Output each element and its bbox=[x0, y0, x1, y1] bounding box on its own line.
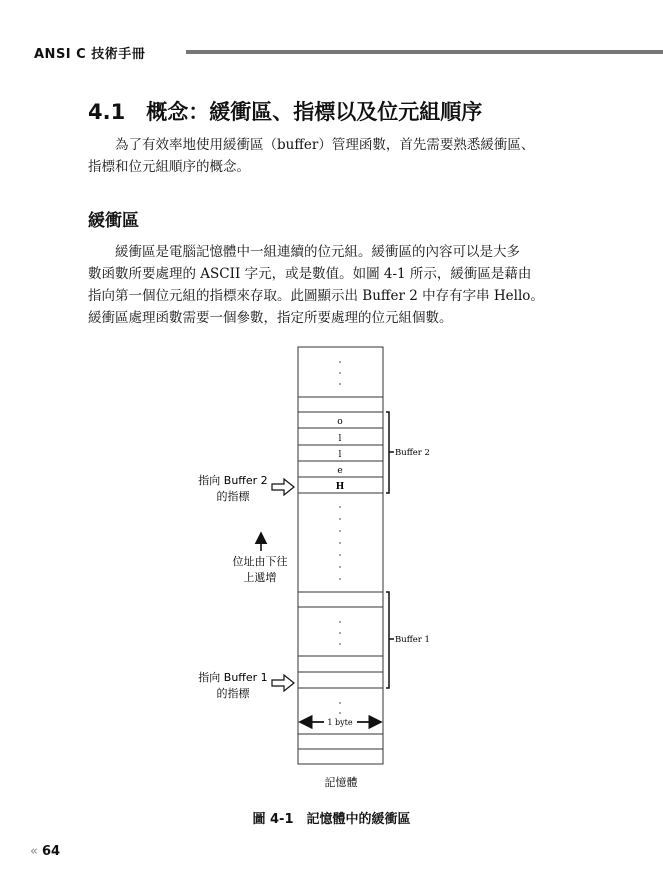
memory-label: 記憶體 bbox=[324, 776, 358, 789]
page-number: 64 bbox=[41, 844, 61, 859]
body-line: 緩衝區處理函數需要一個參數，指定所要處理的位元組個數。 bbox=[88, 310, 453, 326]
body-line: 數函數所要處理的 ASCII 字元，或是數值。如圖 4-1 所示，緩衝區是藉由 bbox=[88, 266, 532, 282]
buffer1-label: Buffer 1 bbox=[395, 635, 430, 645]
pointer1-arrow-icon bbox=[272, 675, 294, 691]
pointer2-label: 指向 Buffer 2 bbox=[198, 474, 268, 487]
cell-char: l bbox=[338, 434, 342, 444]
subsection-title: 緩衝區 bbox=[88, 211, 139, 231]
ellipsis-dots bbox=[339, 702, 341, 714]
pointer2-label: 的指標 bbox=[216, 490, 250, 503]
ellipsis-dots bbox=[339, 361, 341, 385]
buffer1-bracket bbox=[386, 592, 389, 688]
page-footer bbox=[30, 844, 60, 859]
cell-char: l bbox=[338, 450, 342, 460]
intro-line: 為了有效率地使用緩衝區（buffer）管理函數，首先需要熟悉緩衝區、 bbox=[115, 137, 535, 153]
address-label: 位址由下往 bbox=[232, 555, 288, 568]
cell-char: o bbox=[337, 417, 343, 427]
buffer2-bracket bbox=[386, 412, 389, 493]
book-title: ANSI C 技術手冊 bbox=[34, 47, 146, 62]
cell-char: e bbox=[337, 466, 343, 476]
intro-line: 指標和位元組順序的概念。 bbox=[88, 159, 250, 175]
section-title: 4.1 概念：緩衝區、指標以及位元組順序 bbox=[88, 100, 483, 124]
double-chevron-left-icon: « bbox=[30, 844, 38, 859]
buffer2-cells bbox=[298, 397, 383, 493]
cell-char: H bbox=[335, 482, 345, 492]
ellipsis-dots bbox=[339, 621, 341, 645]
pointer1-label: 的指標 bbox=[216, 687, 250, 700]
pointer2-arrow-icon bbox=[272, 479, 294, 495]
body-line: 指向第一個位元組的指標來存取。此圖顯示出 Buffer 2 中存有字串 Hello。 bbox=[88, 288, 544, 304]
buffer2-label: Buffer 2 bbox=[395, 448, 430, 458]
byte-label: 1 byte bbox=[327, 718, 353, 727]
ellipsis-dots bbox=[339, 506, 341, 580]
pointer1-label: 指向 Buffer 1 bbox=[198, 671, 268, 684]
figure-caption: 圖 4-1 記憶體中的緩衝區 bbox=[252, 812, 411, 827]
body-line: 緩衝區是電腦記憶體中一組連續的位元組。緩衝區的內容可以是大多 bbox=[115, 244, 520, 260]
address-label: 上遞增 bbox=[243, 571, 277, 584]
buffer1-cells bbox=[298, 592, 383, 688]
